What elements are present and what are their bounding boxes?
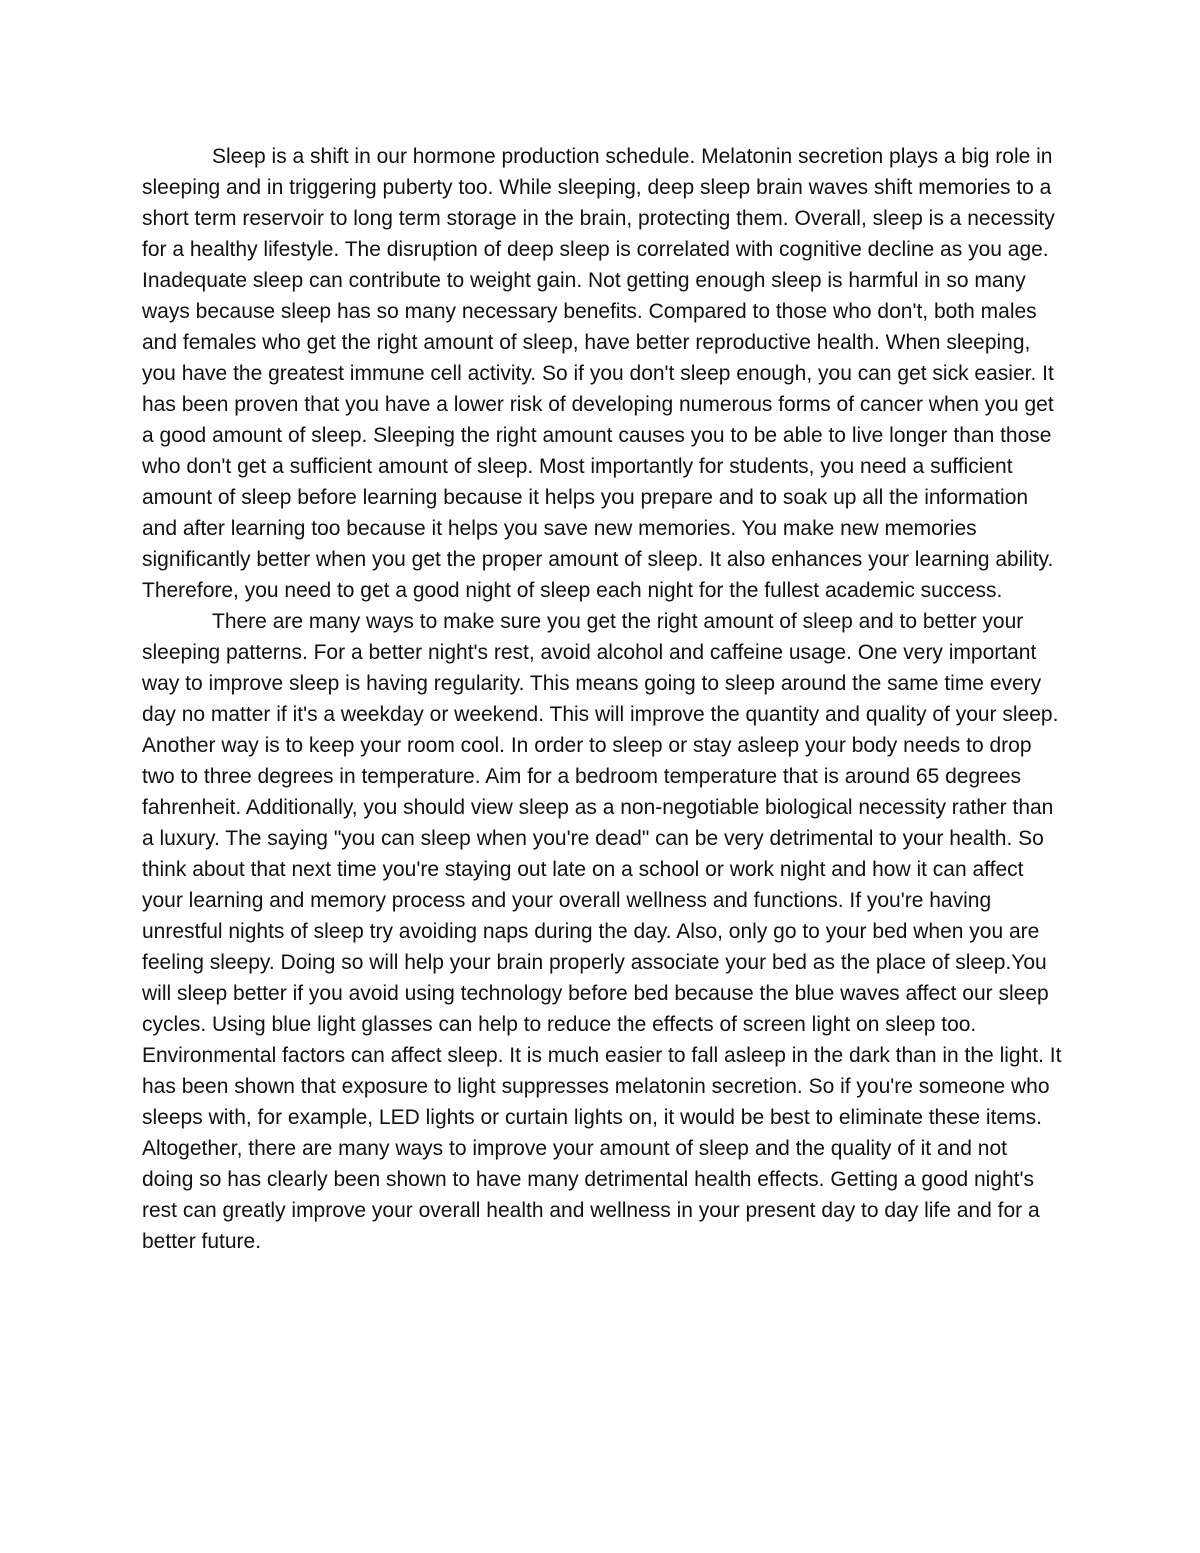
- paragraph-2: There are many ways to make sure you get the right amount of sleep and to better your sleeping patterns. For a better night's rest, avoid alcohol and caffeine usage. One very important way to improve sleep is having regularity. This means going to sleep around the same time every day no matter if it's a weekday or weekend. This will improve the quantity and quality of your sleep. Another way is to keep your room cool. In order to sleep or stay asleep your body needs to drop two to three degrees in temperature. Aim for a bedroom temperature that is around 65 degrees fahrenheit. Additionally, you should view sleep as a non-negotiable biological necessity rather than a luxury. The saying "you can sleep when you're dead" can be very detrimental to your health. So think about that next time you're staying out late on a school or work night and how it can affect your learning and memory process and your overall wellness and functions. If you're having unrestful nights of sleep try avoiding naps during the day. Also, only go to your bed when you are feeling sleepy. Doing so will help your brain properly associate your bed as the place of sleep.You will sleep better if you avoid using technology before bed because the blue waves affect our sleep cycles. Using blue light glasses can help to reduce the effects of screen light on sleep too. Environmental factors can affect sleep. It is much easier to fall asleep in the dark than in the light. It has been shown that exposure to light suppresses melatonin secretion. So if you're someone who sleeps with, for example, LED lights or curtain lights on, it would be best to eliminate these items. Altogether, there are many ways to improve your amount of sleep and the quality of it and not doing so has clearly been shown to have many detrimental health effects. Getting a good night's rest can greatly improve your overall health and wellness in your present day to day life and for a better future.: [142, 610, 1062, 1253]
- document-body: [142, 141, 1062, 1257]
- paragraph-1: Sleep is a shift in our hormone production schedule. Melatonin secretion plays a big role in sleeping and in triggering puberty too. While sleeping, deep sleep brain waves shift memories to a short term reservoir to long term storage in the brain, protecting them. Overall, sleep is a necessity for a healthy lifestyle. The disruption of deep sleep is correlated with cognitive decline as you age. Inadequate sleep can contribute to weight gain. Not getting enough sleep is harmful in so many ways because sleep has so many necessary benefits. Compared to those who don't, both males and females who get the right amount of sleep, have better reproductive health. When sleeping, you have the greatest immune cell activity. So if you don't sleep enough, you can get sick easier. It has been proven that you have a lower risk of developing numerous forms of cancer when you get a good amount of sleep. Sleeping the right amount causes you to be able to live longer than those who don't get a sufficient amount of sleep. Most importantly for students, you need a sufficient amount of sleep before learning because it helps you prepare and to soak up all the information and after learning too because it helps you save new memories. You make new memories significantly better when you get the proper amount of sleep. It also enhances your learning ability. Therefore, you need to get a good night of sleep each night for the fullest academic success.: [142, 145, 1055, 602]
